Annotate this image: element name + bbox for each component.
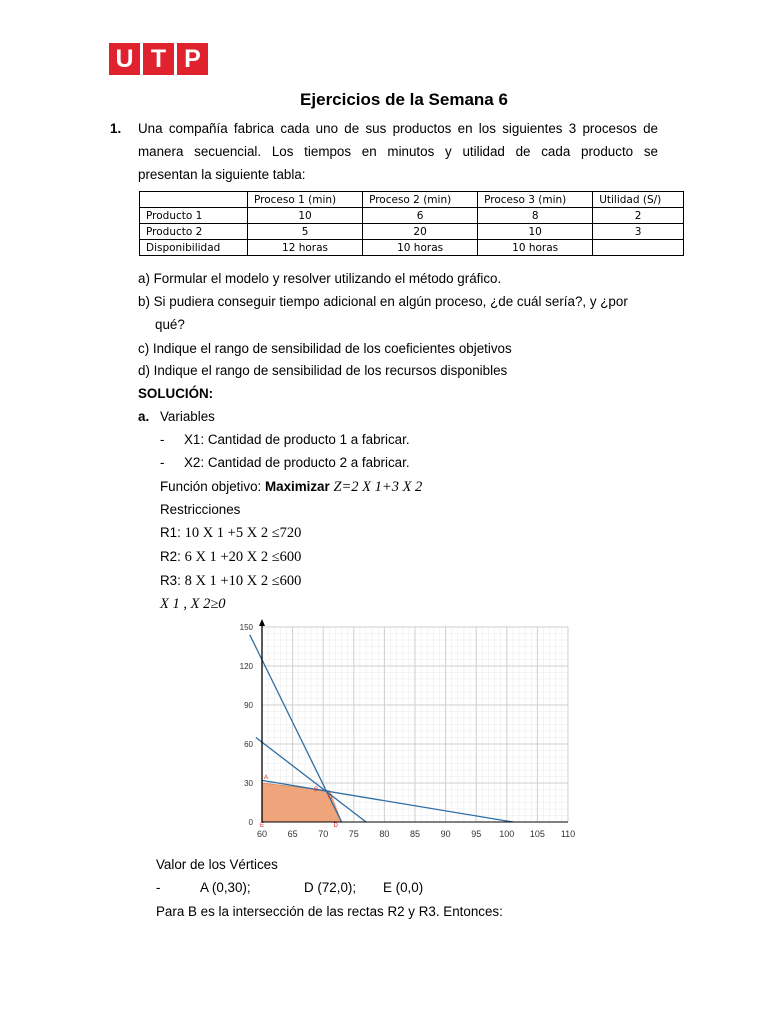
restriction-expression: 6 X 1 +20 X 2 ≤600 bbox=[184, 549, 302, 565]
problem-number: 1. bbox=[110, 121, 122, 136]
y-tick-label: 90 bbox=[244, 701, 253, 710]
x-tick-label: 110 bbox=[560, 829, 576, 839]
restriction-expression: 10 X 1 +5 X 2 ≤720 bbox=[184, 525, 302, 541]
logo-letter-p: P bbox=[177, 43, 208, 75]
y-tick-label: 30 bbox=[244, 779, 253, 788]
problem-intro-line-2: manera secuencial. Los tiempos en minutos y utilidad de cada producto se bbox=[138, 144, 658, 159]
utp-logo bbox=[109, 43, 208, 75]
table-cell bbox=[593, 240, 684, 256]
feasible-region-chart bbox=[225, 618, 585, 843]
x-tick-label: 75 bbox=[348, 829, 359, 839]
restriction-r2 bbox=[160, 545, 301, 569]
problem-intro-line-1: Una compañía fabrica cada uno de sus productos en los siguientes 3 procesos de bbox=[138, 121, 658, 136]
table-cell: 10 horas bbox=[363, 240, 478, 256]
objective-bold: Maximizar bbox=[264, 479, 330, 494]
x-tick-label: 60 bbox=[256, 829, 268, 839]
vertex-label-b: B bbox=[314, 787, 319, 794]
table-cell: 10 horas bbox=[478, 240, 593, 256]
x-tick-label: 80 bbox=[379, 829, 390, 839]
restriction-label: R3: bbox=[160, 573, 181, 588]
x-tick-labels bbox=[257, 829, 575, 839]
page-title: Ejercicios de la Semana 6 bbox=[300, 90, 508, 109]
y-tick-label: 120 bbox=[239, 662, 253, 671]
restriction-expression: 8 X 1 +10 X 2 ≤600 bbox=[184, 573, 302, 589]
table-row bbox=[140, 208, 684, 224]
table-header-row bbox=[140, 192, 684, 208]
table-cell: 10 bbox=[478, 224, 593, 240]
table-cell: Disponibilidad bbox=[140, 240, 248, 256]
variable-x1: X1: Cantidad de producto 1 a fabricar. bbox=[184, 432, 410, 447]
table-header: Proceso 1 (min) bbox=[248, 192, 363, 208]
vertex-e-value: E (0,0) bbox=[383, 880, 424, 895]
table-row bbox=[140, 240, 684, 256]
y-tick-label: 60 bbox=[244, 740, 253, 749]
feasible-region bbox=[262, 783, 342, 822]
y-axis-arrow bbox=[259, 619, 265, 626]
x-tick-label: 65 bbox=[287, 829, 298, 839]
table-header: Utilidad (S/) bbox=[593, 192, 684, 208]
question-b-line-1: b) Si pudiera conseguir tiempo adicional en algún proceso, ¿de cuál sería?, y ¿por bbox=[138, 294, 628, 309]
x-tick-label: 105 bbox=[529, 829, 545, 839]
restriction-label: R2: bbox=[160, 549, 181, 564]
table-cell: 2 bbox=[593, 208, 684, 224]
x-tick-label: 95 bbox=[471, 829, 482, 839]
restriction-r1 bbox=[160, 521, 301, 545]
vertices-heading: Valor de los Vértices bbox=[156, 857, 278, 872]
table-cell: 12 horas bbox=[248, 240, 363, 256]
problem-intro-line-3: presentan la siguiente tabla: bbox=[138, 167, 306, 182]
table-cell: Producto 2 bbox=[140, 224, 248, 240]
x-tick-label: 100 bbox=[499, 829, 515, 839]
objective-label: Función objetivo: bbox=[160, 479, 262, 494]
vertex-label-e: E bbox=[260, 823, 265, 829]
vertex-b-note: Para B es la intersección de las rectas R2 y R3. Entonces: bbox=[156, 904, 503, 919]
table-cell: 3 bbox=[593, 224, 684, 240]
x-tick-label: 90 bbox=[440, 829, 451, 839]
question-c: c) Indique el rango de sensibilidad de los coeficientes objetivos bbox=[138, 341, 512, 356]
vertex-label-c: C bbox=[328, 794, 333, 801]
restrictions-label: Restricciones bbox=[160, 502, 241, 517]
list-dash: - bbox=[160, 432, 165, 447]
table-cell: 20 bbox=[363, 224, 478, 240]
solution-heading: SOLUCIÓN: bbox=[138, 386, 214, 401]
logo-letter-t: T bbox=[143, 43, 174, 75]
y-tick-labels bbox=[240, 623, 254, 827]
question-a: a) Formular el modelo y resolver utilizando el método gráfico. bbox=[138, 271, 502, 286]
variable-x2: X2: Cantidad de producto 2 a fabricar. bbox=[184, 455, 410, 470]
process-table bbox=[139, 191, 684, 256]
objective-expression: Z=2 X 1+3 X 2 bbox=[333, 479, 423, 495]
restriction-r3 bbox=[160, 569, 301, 593]
vertex-label-d: D bbox=[333, 823, 338, 829]
vertex-a-value: A (0,30); bbox=[200, 880, 251, 895]
table-header bbox=[140, 192, 248, 208]
logo-letter-u: U bbox=[109, 43, 140, 75]
list-dash: - bbox=[160, 455, 165, 470]
table-cell: 6 bbox=[363, 208, 478, 224]
vertex-d-value: D (72,0); bbox=[304, 880, 357, 895]
table-header: Proceso 2 (min) bbox=[363, 192, 478, 208]
objective-function bbox=[160, 475, 422, 499]
question-d: d) Indique el rango de sensibilidad de los recursos disponibles bbox=[138, 363, 508, 378]
table-cell: 8 bbox=[478, 208, 593, 224]
x-tick-label: 70 bbox=[318, 829, 329, 839]
non-negativity: X 1 , X 2≥0 bbox=[160, 596, 226, 612]
list-dash: - bbox=[156, 880, 161, 895]
variables-label: Variables bbox=[160, 409, 215, 424]
y-tick-label: 0 bbox=[248, 818, 253, 827]
solution-a-label: a. bbox=[138, 409, 150, 424]
vertex-label-a: A bbox=[264, 775, 269, 781]
table-row bbox=[140, 224, 684, 240]
x-tick-label: 85 bbox=[409, 829, 421, 839]
table-cell: 10 bbox=[248, 208, 363, 224]
table-cell: Producto 1 bbox=[140, 208, 248, 224]
table-header: Proceso 3 (min) bbox=[478, 192, 593, 208]
table-cell: 5 bbox=[248, 224, 363, 240]
question-b-line-2: qué? bbox=[155, 317, 185, 332]
y-tick-label: 150 bbox=[239, 623, 253, 632]
restriction-label: R1: bbox=[160, 525, 181, 540]
